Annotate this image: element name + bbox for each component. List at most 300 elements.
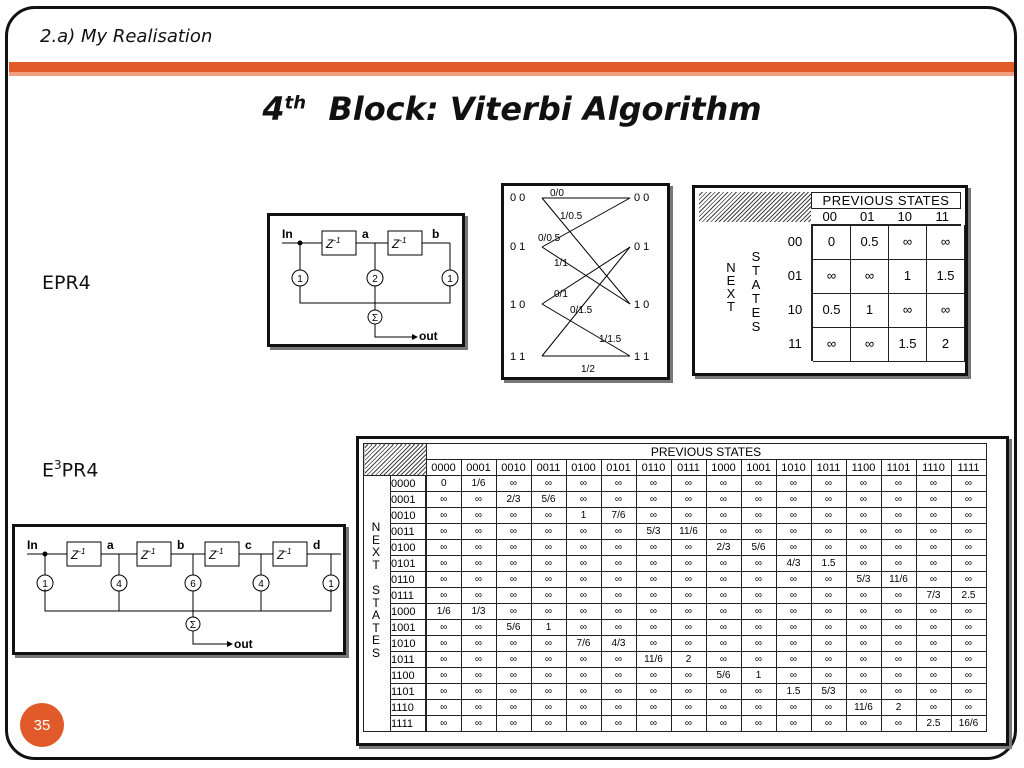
big-table-cell: ∞	[741, 492, 776, 508]
small-table-row-state: 00	[779, 225, 813, 259]
big-table-cell: 11/6	[671, 524, 706, 540]
small-table-cell: ∞	[927, 225, 965, 260]
e3pr4-label	[42, 458, 98, 481]
big-table-col-header: 0111	[671, 460, 706, 476]
small-table-header: PREVIOUS STATES	[811, 192, 961, 209]
big-table-col-header: 1100	[846, 460, 881, 476]
big-table-cell: ∞	[741, 572, 776, 588]
big-table-col-header: 0010	[496, 460, 531, 476]
big-table-row-state: 0011	[391, 524, 427, 540]
e3pr4-output-label: out	[234, 637, 253, 651]
epr4-z2: $Z^{-1}$	[392, 236, 407, 251]
big-table-row-state: 1010	[391, 636, 427, 652]
big-table-cell: ∞	[706, 524, 741, 540]
small-table-col-header: 01	[860, 209, 875, 224]
big-table-cell: ∞	[846, 620, 881, 636]
big-table-cell: ∞	[776, 668, 811, 684]
title-sup: th	[284, 92, 307, 114]
big-table-cell: ∞	[811, 604, 846, 620]
small-table-row	[779, 259, 965, 293]
big-table-cell: ∞	[566, 556, 601, 572]
big-table-cell: ∞	[601, 524, 636, 540]
big-table-cell: ∞	[706, 700, 741, 716]
big-table-cell: ∞	[636, 620, 671, 636]
big-table-cell: ∞	[951, 684, 986, 700]
big-table-cell: ∞	[671, 540, 706, 556]
big-table-corner	[364, 444, 427, 476]
trellis-right-state: 1 0	[634, 299, 650, 311]
big-table-cell: ∞	[601, 572, 636, 588]
big-table-cell: ∞	[706, 636, 741, 652]
trellis-edge-label: 1/0.5	[560, 211, 583, 222]
big-table-cell: ∞	[426, 492, 461, 508]
big-table-cell: ∞	[671, 556, 706, 572]
big-table-cell: 1.5	[811, 556, 846, 572]
big-table-cell: ∞	[461, 588, 496, 604]
small-table-row	[779, 327, 965, 361]
big-table-side-label	[371, 521, 381, 660]
e3pr4-prefix: E	[42, 459, 55, 482]
big-table-cell: ∞	[496, 716, 531, 732]
big-table-cell: ∞	[531, 716, 566, 732]
big-table-cell: 2	[881, 700, 916, 716]
big-table-cell: ∞	[811, 636, 846, 652]
big-table-cell: 5/6	[531, 492, 566, 508]
big-table-cell: ∞	[916, 652, 951, 668]
big-table-cell: ∞	[531, 524, 566, 540]
section-header: 2.a) My Realisation	[40, 26, 213, 47]
big-table-cell: ∞	[846, 556, 881, 572]
big-table-cell: 11/6	[881, 572, 916, 588]
big-table-cell: ∞	[601, 588, 636, 604]
big-table-cell: ∞	[426, 588, 461, 604]
big-table-cell: ∞	[601, 700, 636, 716]
big-table-cell: 2/3	[496, 492, 531, 508]
epr4-coeff-2-label: 2	[372, 274, 378, 285]
big-table-row	[364, 668, 987, 684]
trellis-left-state: 1 1	[510, 351, 526, 363]
big-table-cell: ∞	[426, 668, 461, 684]
epr4-diagram	[267, 213, 465, 347]
big-table-cell: ∞	[846, 716, 881, 732]
small-table-row	[779, 225, 965, 259]
small-table-cell: ∞	[813, 327, 851, 362]
big-table-cell: ∞	[461, 524, 496, 540]
big-table-row	[364, 652, 987, 668]
e3pr4-diagram	[12, 524, 346, 655]
small-table-cell: 1.5	[889, 327, 927, 362]
big-table-cell: 5/6	[741, 540, 776, 556]
big-table-cell: ∞	[496, 508, 531, 524]
big-table-col-header: 1111	[951, 460, 986, 476]
small-table-cell: ∞	[851, 327, 889, 362]
big-table-cell: 4/3	[776, 556, 811, 572]
big-table-cell: ∞	[741, 524, 776, 540]
big-table-cell: ∞	[951, 540, 986, 556]
e3pr4-input-label: In	[27, 538, 38, 552]
small-table-cell: 0.5	[813, 293, 851, 328]
big-table-cell: ∞	[811, 572, 846, 588]
big-table-cell: ∞	[671, 636, 706, 652]
e3pr4-coeff-label: 6	[190, 579, 196, 590]
side-letter: T	[372, 595, 380, 610]
small-table-side-left	[725, 261, 737, 313]
big-table-cell: ∞	[846, 684, 881, 700]
side-letter: T	[372, 557, 380, 572]
big-table-cell: ∞	[916, 620, 951, 636]
big-table-cell: ∞	[531, 572, 566, 588]
big-table-cell: ∞	[566, 572, 601, 588]
big-table-cell: ∞	[566, 540, 601, 556]
big-table-col-header: 1010	[776, 460, 811, 476]
big-table-cell: ∞	[776, 636, 811, 652]
big-table-row	[364, 556, 987, 572]
big-table-cell: ∞	[566, 684, 601, 700]
small-table-row	[779, 293, 965, 327]
e3pr4-z: $Z^{-1}$	[209, 547, 224, 562]
big-table-cell: ∞	[566, 588, 601, 604]
big-table-cell: 7/3	[916, 588, 951, 604]
trellis-edge-label: 1/1.5	[599, 334, 622, 345]
big-table-cell: ∞	[951, 556, 986, 572]
big-table-cell: ∞	[811, 492, 846, 508]
side-letter: X	[726, 286, 736, 301]
big-table-cell: ∞	[426, 540, 461, 556]
big-table-cell: ∞	[566, 524, 601, 540]
big-table-cell: 2/3	[706, 540, 741, 556]
big-table-cell: ∞	[601, 684, 636, 700]
epr4-tap-b: b	[432, 227, 440, 241]
big-table-col-header: 0001	[461, 460, 496, 476]
page-number: 35	[20, 703, 64, 747]
big-table-cell: ∞	[881, 556, 916, 572]
epr4-sum-label: Σ	[371, 313, 379, 324]
big-table-cell: ∞	[636, 636, 671, 652]
big-table-cell: 1/3	[461, 604, 496, 620]
header-bar-accent	[9, 72, 1014, 76]
side-letter: E	[371, 532, 380, 547]
big-table-cell: ∞	[671, 588, 706, 604]
small-table-cell: ∞	[851, 259, 889, 294]
big-table-row	[364, 572, 987, 588]
small-table-col-header: 10	[897, 209, 912, 224]
title-prefix: 4	[262, 90, 285, 128]
big-table-cell: 7/6	[566, 636, 601, 652]
big-table-cell: ∞	[881, 684, 916, 700]
big-table-cell: ∞	[741, 476, 776, 492]
e3pr4-z: $Z^{-1}$	[141, 547, 156, 562]
big-table-cell: ∞	[706, 716, 741, 732]
side-letter: E	[751, 305, 761, 320]
big-table-cell: ∞	[671, 700, 706, 716]
big-table-row-state: 1100	[391, 668, 427, 684]
trellis-right-state: 0 0	[634, 192, 650, 204]
big-table-cell: ∞	[496, 604, 531, 620]
big-table-cell: ∞	[741, 652, 776, 668]
side-letter: X	[371, 545, 380, 560]
big-table-row-state: 0110	[391, 572, 427, 588]
small-table-column-headers	[811, 208, 961, 226]
big-table-cell: ∞	[951, 492, 986, 508]
big-table-cell: ∞	[531, 700, 566, 716]
big-table-cell: ∞	[671, 572, 706, 588]
big-table-row	[364, 620, 987, 636]
big-table-cell: 2	[671, 652, 706, 668]
slide-title	[0, 90, 1024, 128]
big-table-cell: 4/3	[601, 636, 636, 652]
big-table-cell: ∞	[636, 588, 671, 604]
big-table-cell: ∞	[461, 652, 496, 668]
big-table-cell: ∞	[706, 652, 741, 668]
big-table-cell: ∞	[916, 572, 951, 588]
big-table-col-header: 0000	[426, 460, 461, 476]
big-table-row-state: 0001	[391, 492, 427, 508]
big-table-col-header: 1110	[916, 460, 951, 476]
side-letter: T	[752, 291, 760, 306]
big-table-cell: ∞	[426, 636, 461, 652]
big-table-cell: ∞	[496, 556, 531, 572]
big-table-cell: ∞	[601, 556, 636, 572]
big-table-cell: ∞	[881, 540, 916, 556]
small-table-cell: ∞	[927, 293, 965, 328]
big-table-row	[364, 524, 987, 540]
big-table-cell: ∞	[881, 668, 916, 684]
big-table-cell: ∞	[881, 716, 916, 732]
big-table-cell: ∞	[811, 716, 846, 732]
side-letter: N	[371, 520, 381, 534]
big-table-cell: ∞	[916, 604, 951, 620]
big-table-cell: ∞	[741, 620, 776, 636]
big-table-cell: ∞	[636, 716, 671, 732]
big-table-cell: ∞	[671, 716, 706, 732]
big-table-col-header: 0100	[566, 460, 601, 476]
big-table-cell: ∞	[601, 668, 636, 684]
side-letter: E	[371, 633, 380, 648]
big-table-cell: ∞	[531, 476, 566, 492]
small-table-col-header: 11	[935, 209, 949, 224]
header-bar	[9, 62, 1014, 72]
big-table-cell: ∞	[531, 540, 566, 556]
big-table-cell: ∞	[846, 524, 881, 540]
big-table-cell: ∞	[811, 700, 846, 716]
big-table-cell: 2.5	[916, 716, 951, 732]
big-table-cell: 1.5	[776, 684, 811, 700]
big-table-cell: ∞	[951, 572, 986, 588]
big-table-cell: ∞	[601, 476, 636, 492]
big-table-cell: ∞	[776, 700, 811, 716]
big-table-cell: ∞	[671, 604, 706, 620]
title-main: Block: Viterbi Algorithm	[328, 90, 762, 128]
big-table-cell: ∞	[461, 508, 496, 524]
small-table-cell: ∞	[889, 293, 927, 328]
big-table-cell: ∞	[636, 508, 671, 524]
big-table-cell: ∞	[566, 476, 601, 492]
big-table-cell: ∞	[951, 620, 986, 636]
big-table-row-state: 0010	[391, 508, 427, 524]
big-table-cell: ∞	[811, 620, 846, 636]
big-table-cell: ∞	[811, 588, 846, 604]
big-table-cell: ∞	[916, 540, 951, 556]
big-table-cell: ∞	[881, 492, 916, 508]
big-table-row	[364, 716, 987, 732]
big-table-cell: ∞	[531, 588, 566, 604]
big-table-cell: ∞	[496, 572, 531, 588]
big-table-cell: 16/6	[951, 716, 986, 732]
big-table-cell: ∞	[461, 700, 496, 716]
small-table-row-state: 10	[779, 293, 813, 327]
big-table	[363, 443, 987, 732]
trellis-edge-label: 1/2	[581, 364, 595, 375]
big-table-row-state: 1110	[391, 700, 427, 716]
big-table-cell: ∞	[881, 524, 916, 540]
big-table-cell: ∞	[881, 508, 916, 524]
big-table-cell: ∞	[531, 636, 566, 652]
big-table-cell: ∞	[496, 524, 531, 540]
big-table-cell: 11/6	[846, 700, 881, 716]
big-table-cell: 5/3	[636, 524, 671, 540]
big-table-cell: ∞	[426, 700, 461, 716]
small-table-rows	[779, 225, 965, 361]
big-table-cell: ∞	[776, 524, 811, 540]
big-table-cell: ∞	[461, 636, 496, 652]
small-table-cell: 0	[813, 225, 851, 260]
big-table-cell: ∞	[951, 636, 986, 652]
e3pr4-tap-label: a	[107, 538, 114, 552]
big-table-cell: ∞	[531, 508, 566, 524]
big-table-cell: ∞	[776, 716, 811, 732]
big-table-cell: ∞	[601, 492, 636, 508]
side-letter: N	[726, 260, 736, 275]
small-table-col-header: 00	[822, 209, 837, 224]
big-table-cell: ∞	[671, 684, 706, 700]
big-table-cell: ∞	[916, 668, 951, 684]
small-table-side-right	[750, 250, 762, 334]
big-table-row	[364, 476, 987, 492]
small-table-row-state: 11	[779, 327, 813, 361]
big-table-cell: ∞	[846, 588, 881, 604]
big-table-cell: ∞	[671, 620, 706, 636]
big-table-cell: ∞	[426, 524, 461, 540]
e3pr4-diagram-svg	[15, 527, 343, 652]
big-table-cell: ∞	[636, 556, 671, 572]
big-table-row-state: 0100	[391, 540, 427, 556]
big-table-cell: ∞	[426, 508, 461, 524]
big-table-cell: ∞	[496, 540, 531, 556]
big-table-col-header: 1000	[706, 460, 741, 476]
big-table-cell: ∞	[916, 508, 951, 524]
big-table-col-header: 1101	[881, 460, 916, 476]
small-table-cell: 0.5	[851, 225, 889, 260]
side-letter: A	[371, 608, 380, 623]
big-table-cell: ∞	[951, 668, 986, 684]
big-table-cell: ∞	[951, 604, 986, 620]
trellis-diagram	[501, 183, 670, 380]
big-table-cell: 1/6	[426, 604, 461, 620]
big-table-col-header: 0011	[531, 460, 566, 476]
big-table-cell: ∞	[671, 668, 706, 684]
big-table-cell: ∞	[461, 620, 496, 636]
big-table-cell: 5/3	[846, 572, 881, 588]
big-table-cell: ∞	[566, 604, 601, 620]
big-table-cell: ∞	[741, 556, 776, 572]
big-table-row	[364, 636, 987, 652]
big-table-cell: ∞	[706, 604, 741, 620]
big-table-cell: ∞	[776, 508, 811, 524]
e3pr4-sum-label: Σ	[189, 620, 197, 631]
big-table-cell: ∞	[916, 524, 951, 540]
big-table-cell: ∞	[461, 492, 496, 508]
e3pr4-z: $Z^{-1}$	[71, 547, 86, 562]
big-table-cell: ∞	[881, 476, 916, 492]
big-table-cell: ∞	[461, 668, 496, 684]
e3pr4-branch-metric-table	[356, 436, 1009, 746]
big-table-cell: ∞	[426, 556, 461, 572]
small-table-cell: ∞	[813, 259, 851, 294]
big-table-cell: ∞	[706, 476, 741, 492]
big-table-cell: ∞	[881, 620, 916, 636]
big-table-cell: ∞	[636, 540, 671, 556]
e3pr4-tap-label: c	[245, 538, 252, 552]
big-table-row	[364, 700, 987, 716]
side-letter: S	[751, 319, 761, 334]
big-table-cell: ∞	[496, 588, 531, 604]
big-table-row	[364, 492, 987, 508]
big-table-row	[364, 684, 987, 700]
big-table-col-header: 1001	[741, 460, 776, 476]
epr4-z1: $Z^{-1}$	[326, 236, 341, 251]
big-table-cell: ∞	[846, 604, 881, 620]
table-corner-hatch	[699, 192, 811, 222]
epr4-label: EPR4	[42, 272, 91, 294]
big-table-cell: ∞	[636, 572, 671, 588]
big-table-cell: ∞	[951, 476, 986, 492]
big-table-cell: ∞	[881, 652, 916, 668]
big-table-cell: 5/3	[811, 684, 846, 700]
big-table-cell: ∞	[706, 620, 741, 636]
big-table-cell: ∞	[916, 700, 951, 716]
e3pr4-coeff-label: 4	[258, 579, 264, 590]
big-table-cell: ∞	[601, 716, 636, 732]
big-table-cell: 7/6	[601, 508, 636, 524]
e3pr4-coeff-label: 1	[328, 579, 334, 590]
big-table-cell: ∞	[741, 636, 776, 652]
big-table-cell: ∞	[846, 652, 881, 668]
big-table-cell: ∞	[916, 476, 951, 492]
trellis-edge-label: 1/1	[554, 258, 568, 269]
big-table-cell: ∞	[916, 684, 951, 700]
big-table-cell: ∞	[846, 508, 881, 524]
epr4-branch-metric-table	[692, 185, 968, 376]
small-table-cell: 1	[851, 293, 889, 328]
big-table-cell: ∞	[811, 652, 846, 668]
big-table-row	[364, 508, 987, 524]
small-table-cell: 1	[889, 259, 927, 294]
big-table-col-header: 1011	[811, 460, 846, 476]
big-table-cell: 11/6	[636, 652, 671, 668]
big-table-cell: ∞	[776, 492, 811, 508]
big-table-cell: ∞	[496, 668, 531, 684]
big-table-row	[364, 588, 987, 604]
side-letter: T	[372, 620, 380, 635]
big-table-cell: ∞	[706, 684, 741, 700]
big-table-cell: ∞	[776, 604, 811, 620]
big-table-cell: ∞	[811, 524, 846, 540]
trellis-edge-label: 0/1.5	[570, 305, 593, 316]
big-table-cell: ∞	[951, 508, 986, 524]
big-table-cell: ∞	[706, 492, 741, 508]
big-table-cell: ∞	[881, 636, 916, 652]
big-table-cell: ∞	[461, 540, 496, 556]
